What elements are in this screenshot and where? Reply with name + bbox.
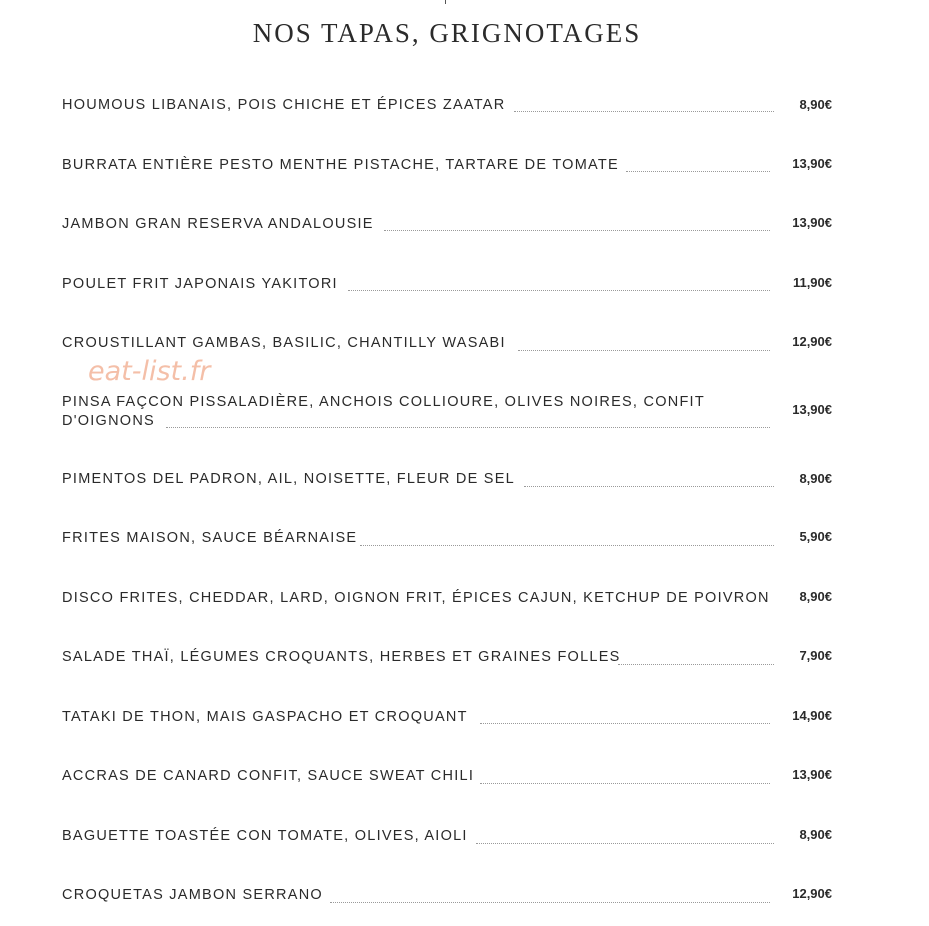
dot-leader (166, 426, 770, 428)
dot-leader (524, 485, 774, 487)
menu-item (62, 589, 832, 629)
dot-leader (348, 289, 770, 291)
menu-item-price: 13,90€ (792, 215, 832, 230)
menu-item (62, 708, 832, 748)
menu-item (62, 275, 832, 315)
menu-item-price: 8,90€ (799, 827, 832, 842)
menu-item (62, 393, 832, 443)
dot-leader (480, 722, 770, 724)
menu-item (62, 470, 832, 510)
menu-item (62, 767, 832, 807)
menu-item-name: SALADE THAÏ, LÉGUMES CROQUANTS, HERBES ET GRAINES FOLLES (62, 649, 627, 665)
menu-item-name: PINSA FAÇCON PISSALADIÈRE, ANCHOIS COLLIOURE, OLIVES NOIRES, CONFIT D'OIGNONS (62, 394, 705, 429)
menu-item-price: 8,90€ (799, 589, 832, 604)
watermark-logo: eat-list.fr (88, 356, 211, 387)
menu-item (62, 827, 832, 867)
menu-item-price: 14,90€ (792, 708, 832, 723)
menu-item (62, 215, 832, 255)
menu-item (62, 156, 832, 196)
menu-item-name: BURRATA ENTIÈRE PESTO MENTHE PISTACHE, TARTARE DE TOMATE (62, 157, 625, 173)
top-divider-tick (445, 0, 446, 4)
menu-item-price: 12,90€ (792, 886, 832, 901)
menu-item-name: ACCRAS DE CANARD CONFIT, SAUCE SWEAT CHILI (62, 768, 480, 784)
menu-item-name: POULET FRIT JAPONAIS YAKITORI (62, 276, 344, 292)
menu-item (62, 529, 832, 569)
menu-title: NOS TAPAS, GRIGNOTAGES (252, 18, 642, 48)
dot-leader (518, 349, 770, 351)
menu-item (62, 648, 832, 688)
dot-leader (514, 110, 774, 112)
menu-item-price: 8,90€ (799, 97, 832, 112)
menu-item-name: CROUSTILLANT GAMBAS, BASILIC, CHANTILLY WASABI (62, 335, 512, 351)
menu-item-name: DISCO FRITES, CHEDDAR, LARD, OIGNON FRIT, ÉPICES CAJUN, KETCHUP DE POIVRON (62, 590, 776, 606)
dot-leader (476, 842, 774, 844)
menu-item-price: 13,90€ (792, 402, 832, 417)
menu-item-name: BAGUETTE TOASTÉE CON TOMATE, OLIVES, AIOLI (62, 828, 474, 844)
dot-leader (618, 663, 774, 665)
dot-leader (626, 170, 770, 172)
menu-item-name: FRITES MAISON, SAUCE BÉARNAISE (62, 530, 363, 546)
menu-item-price: 5,90€ (799, 529, 832, 544)
menu-item-name: PIMENTOS DEL PADRON, AIL, NOISETTE, FLEUR DE SEL (62, 471, 521, 487)
menu-item-name: HOUMOUS LIBANAIS, POIS CHICHE ET ÉPICES ZAATAR (62, 97, 511, 113)
menu-item-name: CROQUETAS JAMBON SERRANO (62, 887, 329, 903)
menu-item (62, 886, 832, 926)
dot-leader (480, 782, 770, 784)
menu-item-price: 12,90€ (792, 334, 832, 349)
menu-item-price: 8,90€ (799, 471, 832, 486)
menu-item (62, 96, 832, 136)
menu-item-price: 11,90€ (792, 275, 832, 290)
dot-leader (360, 544, 774, 546)
menu-item-price: 13,90€ (792, 767, 832, 782)
menu-item-name: JAMBON GRAN RESERVA ANDALOUSIE (62, 216, 380, 232)
menu-item-name: TATAKI DE THON, MAIS GASPACHO ET CROQUANT (62, 709, 474, 725)
dot-leader (330, 901, 770, 903)
menu-item-price: 13,90€ (792, 156, 832, 171)
menu-item-price: 7,90€ (799, 648, 832, 663)
dot-leader (384, 229, 770, 231)
